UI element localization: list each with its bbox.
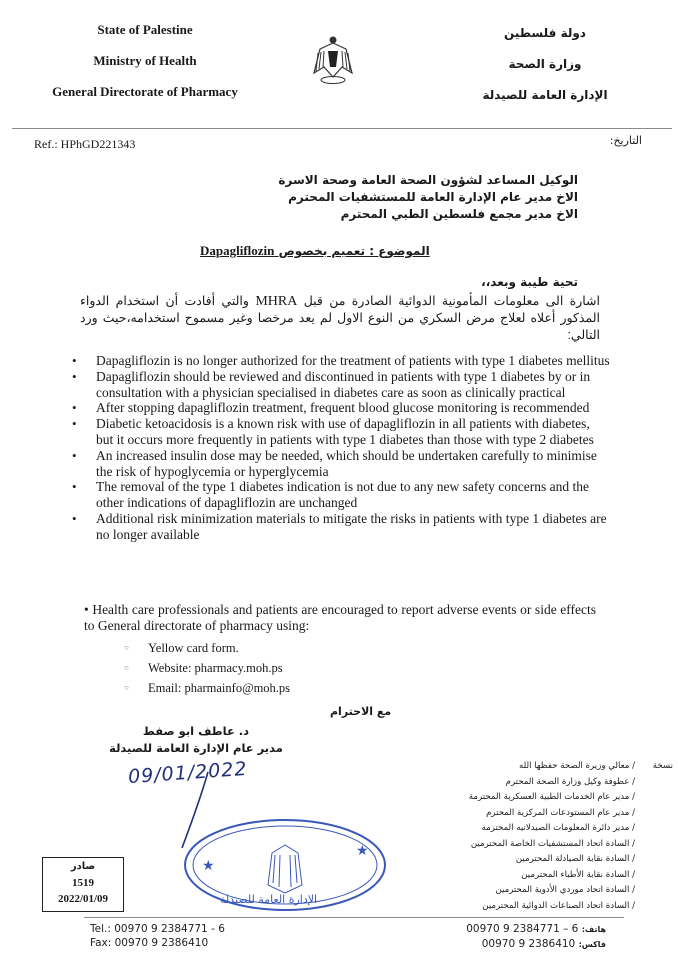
list-item: • After stopping dapagliflozin treatment, frequent blood glucose monitoring is recommended: [70, 400, 610, 416]
cc-item: / عطوفة وكيل وزارة الصحة المحترم: [505, 776, 635, 787]
addressee-list: [278, 172, 578, 223]
list-item: • Diabetic ketoacidosis is a known risk with use of dapagliflozin in all patients with diabetes, but it occurs more frequently in patients with type 1 diabetes than those with type 2 diabetes: [70, 416, 610, 448]
signer-block: [96, 723, 296, 757]
footer-fax-ar: [466, 937, 606, 952]
list-item: • The removal of the type 1 diabetes indication is not due to any new safety concerns and the other indications of dapagliflozin are unchanged: [70, 479, 610, 511]
svg-text:★: ★: [356, 844, 369, 859]
cc-item: / السادة اتحاد المستشفيات الخاصة المحترمين: [470, 838, 635, 849]
svg-text:الإدارة العامة للصيدلة: الإدارة العامة للصيدلة: [220, 893, 318, 906]
letterhead-state: State of Palestine: [97, 22, 193, 37]
issued-label: صادر: [70, 861, 96, 872]
closing-regards: مع الاحترام: [330, 705, 392, 718]
list-item: • An increased insulin dose may be needed, which should be undertaken carefully to minimise the risk of hypoglycemia or hyperglycemia: [70, 448, 610, 480]
letterhead-directorate-ar: الإدارة العامة للصيدلة: [482, 88, 608, 102]
footer-tel: Tel.: 00970 9 2384771 - 6: [90, 923, 225, 935]
letterhead-ministry: Ministry of Health: [93, 53, 197, 68]
agency-name: MHRA: [255, 294, 298, 309]
subject-prefix: الموضوع : تعميم بخصوص: [278, 244, 430, 258]
footer-fax: Fax: 00970 9 2386410: [90, 937, 209, 949]
letterhead-state-ar: دولة فلسطين: [504, 26, 586, 40]
intro-part1: اشارة الى معلومات المأمونية الدوائية الصادرة من قبل: [303, 294, 600, 308]
signer-title: مدير عام الإدارة العامة للصيدلة: [109, 741, 283, 755]
official-stamp-icon: [180, 815, 390, 915]
intro-part2: والتي أفادت أن استخدام الدواء المذكور أعلاه لعلاج مرض السكري من النوع الاول لم يعد مرخصا وغير مسموح استخدامه،حيث ورد التالي:: [80, 294, 600, 342]
handwritten-date: 09/01/2022: [127, 757, 249, 789]
cc-item: / مدير عام المستودعات المركزية المحترم: [486, 807, 635, 818]
signer-name: د. عاطف ابو صفط: [142, 724, 250, 738]
arabic-letterhead: [420, 18, 670, 111]
addressee: الاخ مدير مجمع فلسطين الطبي المحترم: [340, 207, 578, 221]
footer-contact-en: [90, 922, 225, 950]
addressee: الاخ مدير عام الإدارة العامة للمستشفيات المحترم: [288, 190, 578, 204]
letterhead-ministry-ar: وزارة الصحة: [508, 57, 582, 71]
issued-box: [42, 857, 124, 912]
reference-number: Ref.: HPhGD221343: [34, 137, 136, 151]
footer-fax-ar-value: 00970 9 2386410: [481, 938, 576, 950]
cc-item: / مدير دائرة المعلومات الصيدلانيه المحترمه: [481, 823, 635, 833]
reporting-channels: [124, 638, 290, 698]
header-divider: [12, 128, 672, 129]
reporting-paragraph: • Health care professionals and patients are encouraged to report adverse events or side effects to General directorate of pharmacy using:: [84, 602, 596, 633]
list-item: • Dapagliflozin is no longer authorized for the treatment of patients with type 1 diabetes mellitus: [70, 353, 610, 369]
footer-contact-ar: [466, 922, 606, 952]
addressee: الوكيل المساعد لشؤون الصحة العامة وصحة الاسرة: [278, 173, 578, 187]
cc-item: / معالي وزيرة الصحة حفظها الله: [519, 761, 635, 771]
footer-tel-ar-label: هاتف:: [581, 925, 606, 934]
issued-date: 2022/01/09: [57, 893, 109, 905]
cc-label: نسخة: [652, 761, 673, 771]
footer-divider: [84, 917, 624, 918]
cc-item: / السادة اتحاد موردي الأدوية المحترمين: [495, 885, 635, 895]
subject-drug: Dapagliflozin: [200, 243, 275, 258]
channel-email-link[interactable]: ○ Email: pharmainfo@moh.ps: [124, 678, 290, 698]
svg-text:★: ★: [202, 859, 215, 874]
footer-fax-ar-label: فاكس:: [578, 940, 606, 949]
eagle-emblem-icon: [310, 33, 356, 87]
cc-list: [380, 759, 673, 914]
intro-paragraph: [80, 293, 600, 344]
greeting: تحية طيبة وبعد،،: [481, 275, 578, 289]
letterhead-directorate: General Directorate of Pharmacy: [52, 84, 238, 99]
cc-item: / السادة نقابة الأطباء المحترمين: [521, 869, 635, 880]
cc-item: / مدير عام الخدمات الطبية العسكرية المحترمة: [468, 792, 635, 802]
subject-line: [200, 243, 430, 259]
cc-item: / السادة نقابة الصيادلة المحترمين: [515, 854, 635, 864]
english-letterhead: [0, 14, 290, 107]
footer-tel-ar: [466, 922, 606, 937]
list-item: • Dapagliflozin should be reviewed and discontinued in patients with type 1 diabetes by or in consultation with a physician specialised in diabetes care as soon as clinically practical: [70, 369, 610, 401]
issued-number: 1519: [72, 877, 94, 889]
list-item: • Additional risk minimization materials to mitigate the risks in patients with type 1 diabetes are no longer available: [70, 511, 610, 543]
channel-yellow-card: ○ Yellow card form.: [124, 638, 290, 658]
channel-website-link[interactable]: ○ Website: pharmacy.moh.ps: [124, 658, 290, 678]
date-label: التاريخ:: [609, 134, 642, 147]
cc-item: / السادة اتحاد الصناعات الدوائية المحترمين: [482, 900, 635, 911]
safety-points-list: [70, 353, 610, 543]
footer-tel-ar-value: 00970 9 2384771 – 6: [466, 923, 579, 935]
